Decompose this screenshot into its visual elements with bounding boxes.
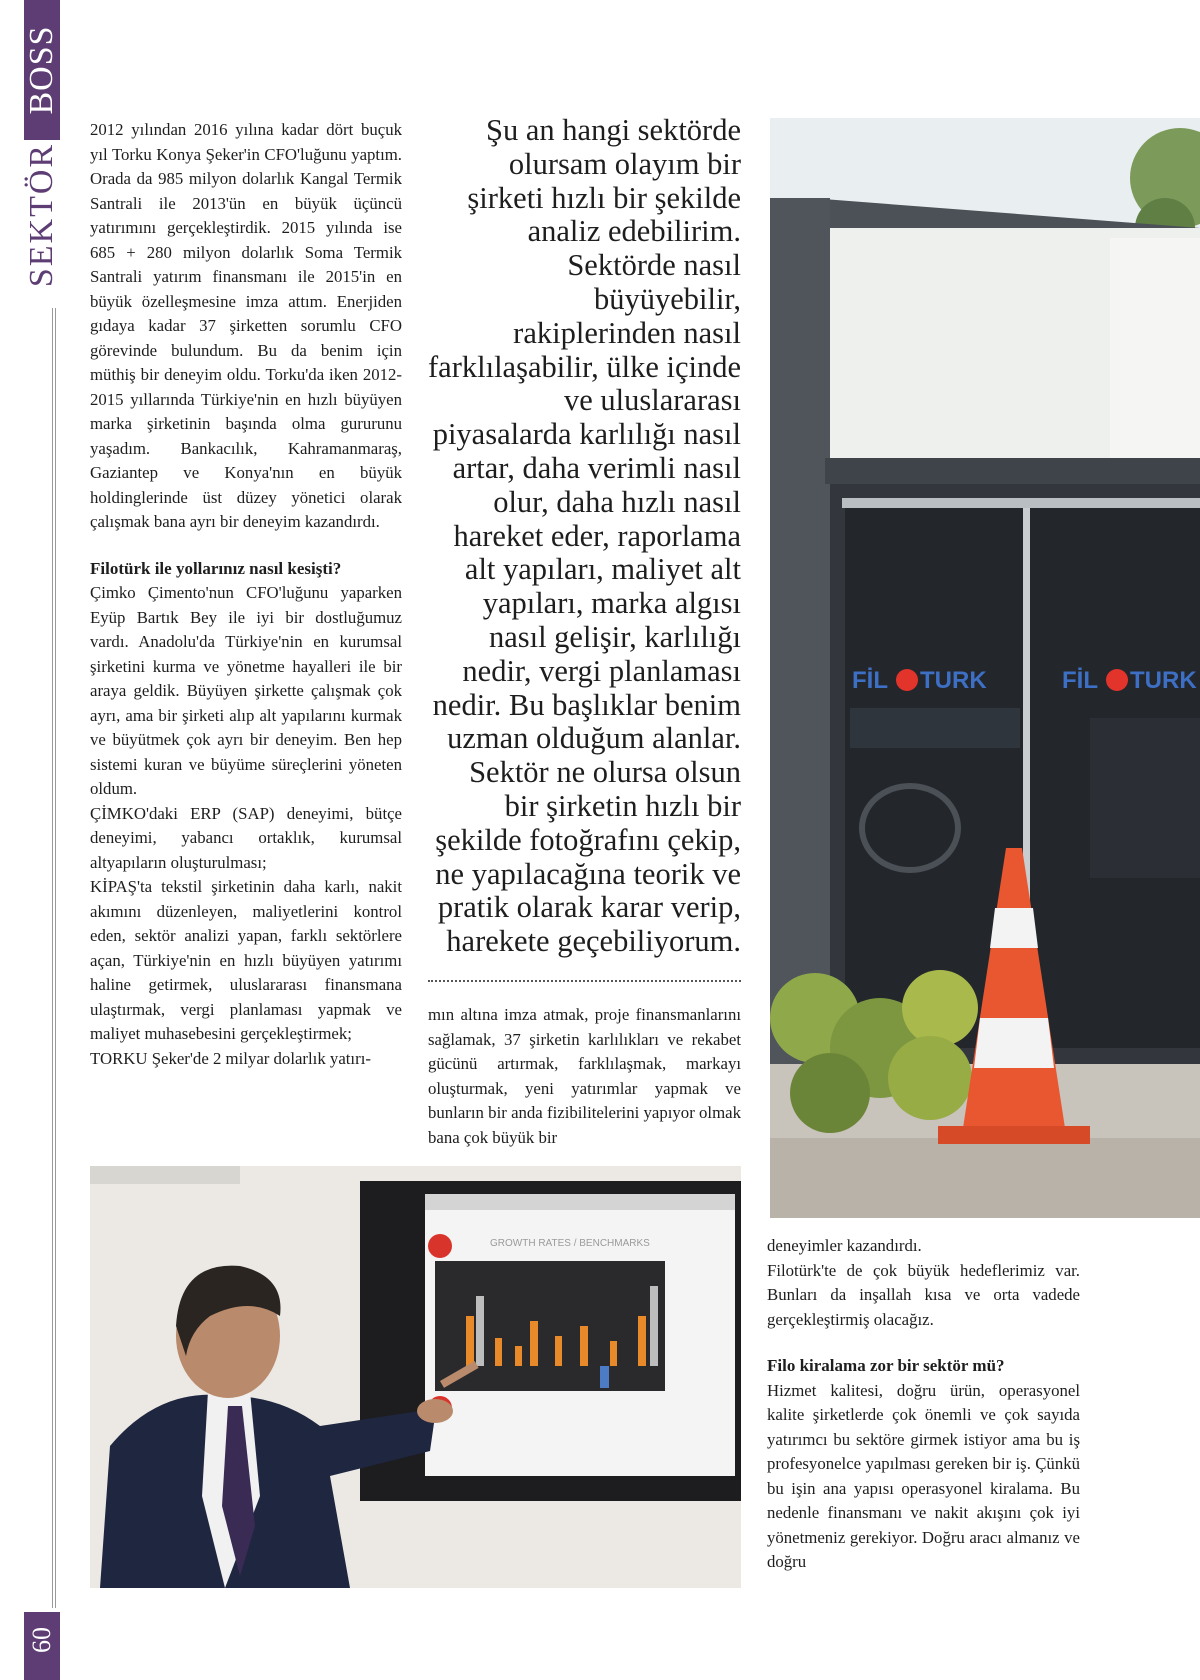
presentation-photo: [90, 1166, 741, 1588]
page-number-box: [24, 1612, 60, 1680]
brand-box: [24, 0, 60, 140]
screen-title: GROWTH RATES / BENCHMARKS: [490, 1238, 650, 1249]
svg-text:TURK: TURK: [920, 667, 987, 694]
subheading: Filo kiralama zor bir sektör mü?: [767, 1356, 1005, 1375]
brand-name: BOSS: [23, 25, 60, 115]
paragraph: TORKU Şeker'de 2 milyar dolarlık yatırı-: [90, 1048, 371, 1068]
svg-text:FİL: FİL: [852, 667, 888, 694]
page-number: 60: [27, 1627, 56, 1653]
paragraph: Filotürk'te de çok büyük hedeflerimiz var. Bunları da inşallah kısa ve orta vadede gerçekleştirmiş olacağız.: [767, 1260, 1080, 1329]
storefront-photo: [770, 118, 1200, 1218]
article-column-3: [767, 1234, 1080, 1575]
paragraph: Çimko Çimento'nun CFO'luğunu yaparken Eyüp Bartık Bey ile iyi bir dostluğumuz vardı. Anadolu'da Türkiye'nin en kurumsal şirketini kurma ve yönetme hayalleri ile bir araya geldik. Büyüyen şirkette çalışmak çok ayrı, ama bir şirketi alıp alt yapılarını kurmak ve büyütmek çok ayrı bir deneyim. Ben hep sistemi kuran ve büyüme süreçlerini yöneten oldum.: [90, 583, 402, 798]
paragraph: deneyimler kazandırdı.: [767, 1236, 922, 1255]
subheading: Filotürk ile yollarınız nasıl kesişti?: [90, 558, 342, 578]
paragraph: ÇİMKO'daki ERP (SAP) deneyimi, bütçe deneyimi, yabancı ortaklık, kurumsal altyapıların oluşturulması;: [90, 803, 402, 872]
side-divider: [52, 308, 53, 1608]
section-name: SEKTÖR: [23, 142, 60, 288]
svg-text:TURK: TURK: [1130, 667, 1197, 694]
side-divider-inner: [55, 308, 56, 1608]
paragraph: 2012 yılından 2016 yılına kadar dört buçuk yıl Torku Konya Şeker'in CFO'luğunu yaptım. Orada da 985 milyon dolarlık Kangal Termik Santrali ile 2013'ün en büyük üçüncü yatırımını gerçekleştirdik. 2015 yılında ise 685 + 280 milyon dolarlık Soma Termik Santrali yatırım finansmanı ile 2015'in en büyük özelleşmesine imza attım. Enerjiden gıdaya kadar 37 şirketten sorumlu CFO görevinde bulundum. Bu da benim için müthiş bir deneyim oldu. Torku'da iken 2012-2015 yıllarında Türkiye'nin en hızlı büyüyen marka şirketinin başında olma gururunu yaşadım. Bankacılık, Kahramanmaraş, Gaziantep ve Konya'nın en büyük holdinglerinde üst düzey yönetici olarak çalışmak bana ayrı bir deneyim kazandırdı.: [90, 120, 402, 531]
dotted-divider: [428, 980, 741, 982]
paragraph: KİPAŞ'ta tekstil şirketinin daha karlı, nakit akımını düzenleyen, maliyetlerini kontrol eden, sektör analizi yapan, farklı sektörlere açan, Türkiye'nin en hızlı büyüyen yatırımı haline getirmek, uluslararası finansmana ulaştırmak, vergi planlaması yapmak ve maliyet muhasebesini gerçekleştirmek;: [90, 877, 402, 1043]
masthead: [24, 0, 60, 300]
article-column-1: [90, 118, 402, 1071]
pull-quote: Şu an hangi sektörde olursam olayım bir şirketi hızlı bir şekilde analiz edebilirim. Sektörde nasıl büyüyebilir, rakiplerinden nasıl farklılaşabilir, ülke içinde ve uluslararası piyasalarda karlılığı nasıl artar, daha verimli nasıl olur, daha hızlı nasıl hareket eder, raporlama alt yapıları, maliyet alt yapıları, marka algısı nasıl gelişir, karlılığı nedir, vergi planlaması nedir. Bu başlıklar benim uzman olduğum alanlar. Sektör ne olursa olsun bir şirketin hızlı bir şekilde fotoğrafını çekip, ne yapılacağına teorik ve pratik olarak karar verip, harekete geçebiliyorum.: [428, 113, 741, 959]
svg-text:FİL: FİL: [1062, 667, 1098, 694]
article-column-2: [428, 1003, 741, 1150]
paragraph: Hizmet kalitesi, doğru ürün, operasyonel kalite şirketlerde çok önemli ve çok sayıda yatırımcı bu sektöre girmek istiyor ama bu iş profesyonelce yapılması gereken bir iş. Çünkü bu işin ana yapısı operasyonel kiralama. Bu nedenle finansmanı ve nakit akışını çok iyi yönetmeniz gerekiyor. Doğru aracı almanız ve doğru: [767, 1380, 1080, 1571]
paragraph: mın altına imza atmak, proje finansmanlarını sağlamak, 37 şirketin karlılıkları ve rekabet gücünü artırmak, farklılaşmak, markayı oluşturmak, yeni yatırımlar yapmak ve bunların bir anda fizibilitelerini yapıyor olmak bana çok büyük bir: [428, 1005, 741, 1147]
